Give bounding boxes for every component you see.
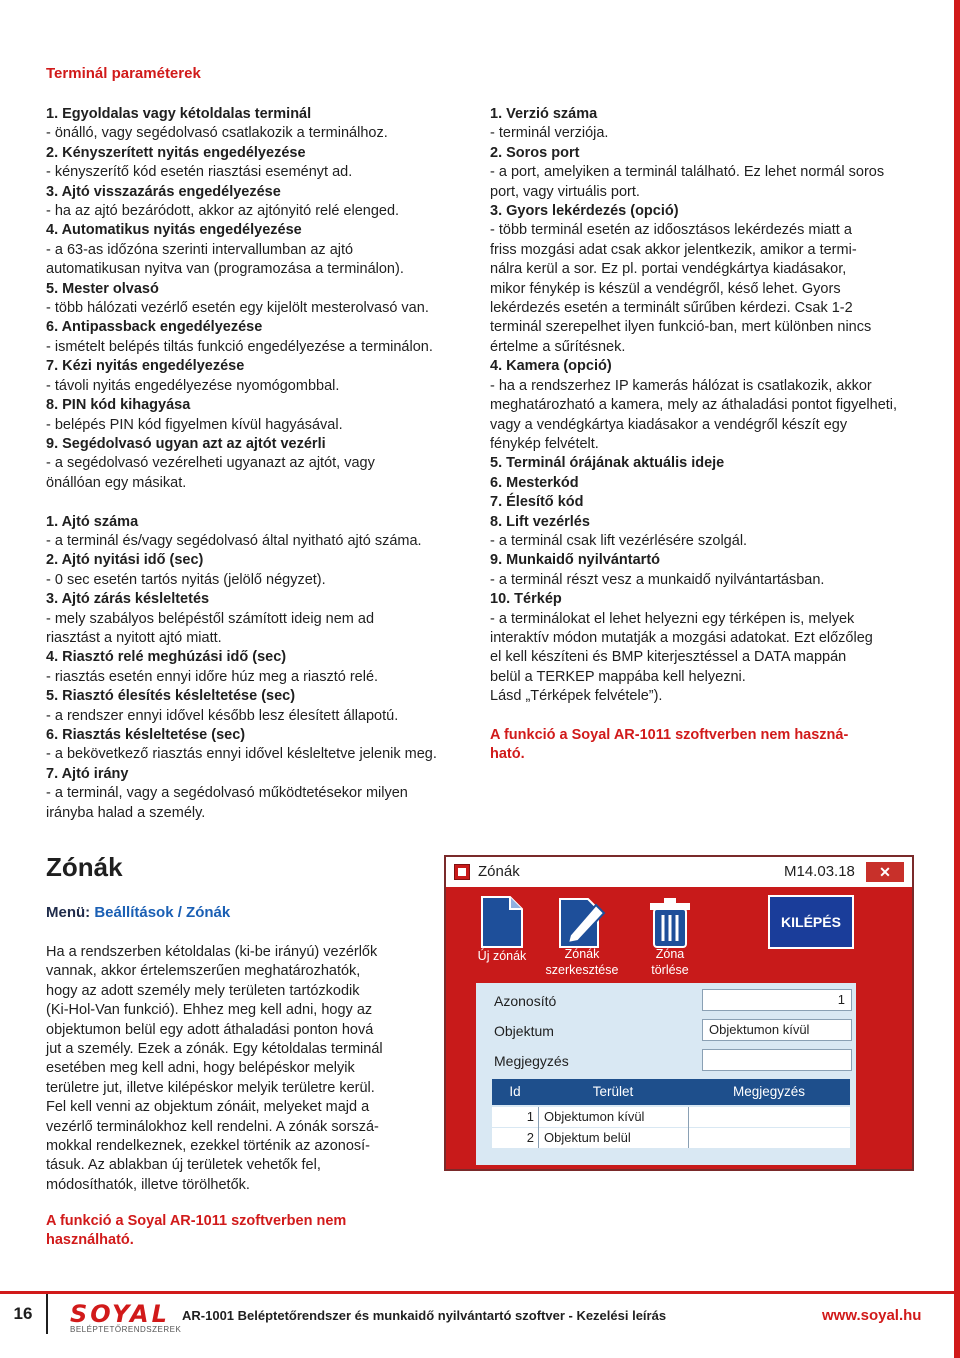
param-heading: 9. Segédolvasó ugyan azt az ajtót vezérli bbox=[46, 435, 326, 452]
zones-paragraph-line: Fel kell venni az objektum zónáit, melyeket majd a bbox=[46, 1099, 370, 1116]
param-desc: - a 63-as időzóna szerinti intervallumban az ajtó bbox=[46, 241, 354, 258]
param-desc: meghatározható a kamera, mely az áthaladási pontot figyelheti, bbox=[490, 397, 898, 414]
zones-paragraph-line: hogy az adott személy mely területen tartózkodik bbox=[46, 982, 360, 999]
note-label: Megjegyzés bbox=[494, 1053, 569, 1069]
param-desc: - mely szabályos belépéstől számított ideig nem ad bbox=[46, 610, 375, 627]
param-desc: terminál szerepelhet ilyen funkció-ban, mert különben nincs bbox=[490, 319, 872, 336]
col-id[interactable]: Id bbox=[509, 1084, 521, 1099]
section-title: Terminál paraméterek bbox=[46, 65, 201, 82]
param-heading: 6. Riasztás késleltetése (sec) bbox=[46, 726, 246, 743]
row-area: Objektum belül bbox=[544, 1130, 631, 1145]
param-heading: 7. Élesítő kód bbox=[490, 494, 584, 511]
app-icon bbox=[454, 864, 470, 880]
row-id: 1 bbox=[526, 1109, 534, 1124]
param-heading: 4. Riasztó relé meghúzási idő (sec) bbox=[46, 649, 287, 666]
col-note[interactable]: Megjegyzés bbox=[732, 1084, 806, 1099]
zones-note bbox=[46, 1212, 406, 1251]
param-desc: lekérdezés esetén a terminált sűrűben kérdezi. Csak 1-2 bbox=[490, 300, 853, 317]
footer-url[interactable]: www.soyal.hu bbox=[822, 1307, 922, 1324]
param-desc: - a terminál részt vesz a munkaidő nyilvántartásban. bbox=[490, 571, 825, 588]
zones-paragraph-line: (Ki-Hol-Van funkció). Ehhez meg kell adni, hogy az bbox=[46, 1002, 373, 1019]
param-heading: 6. Mesterkód bbox=[490, 474, 579, 491]
param-desc: riasztást a nyitott ajtó miatt. bbox=[46, 629, 222, 646]
window-titlebar bbox=[446, 857, 912, 887]
param-desc: Lásd „Térképek felvétele”). bbox=[490, 688, 663, 705]
grid-divider bbox=[688, 1107, 689, 1148]
param-heading: 9. Munkaidő nyilvántartó bbox=[490, 552, 660, 569]
zones-note-line: A funkció a Soyal AR-1011 szoftverben nem bbox=[46, 1213, 347, 1229]
param-desc: önállóan egy másikat. bbox=[46, 474, 187, 491]
param-desc: irányba halad a személy. bbox=[46, 804, 206, 821]
zones-window bbox=[444, 855, 914, 1171]
param-desc: - több terminál esetén az időosztásos lekérdezés miatt a bbox=[490, 222, 852, 239]
delete-zone-label-2: törlése bbox=[651, 963, 689, 977]
param-desc: - a terminál csak lift vezérlésére szolgál. bbox=[490, 532, 748, 549]
zones-paragraph-line: objektumon belül egy adott áthaladási ponton hová bbox=[46, 1021, 374, 1038]
param-desc: - 0 sec esetén tartós nyitás (jelölő négyzet). bbox=[46, 571, 326, 588]
zones-title: Zónák bbox=[46, 852, 123, 882]
zones-paragraph-line: mokkal rendelkeznek, ezekkel történik az azonosí- bbox=[46, 1138, 370, 1155]
param-desc: - távoli nyitás engedélyezése nyomógombbal. bbox=[46, 377, 340, 394]
param-desc: - önálló, vagy segédolvasó csatlakozik a terminálhoz. bbox=[46, 125, 388, 142]
footer-title: AR-1001 Beléptetőrendszer és munkaidő nyilvántartó szoftver - Kezelési leírás bbox=[182, 1308, 667, 1323]
param-desc: - a terminál és/vagy segédolvasó által nyitható ajtó száma. bbox=[46, 532, 422, 549]
param-desc: - a terminálokat el lehet helyezni egy térképen is, melyek bbox=[490, 610, 855, 627]
param-desc: - a terminál, vagy a segédolvasó működtetésekor milyen bbox=[46, 785, 408, 802]
param-heading: 7. Kézi nyitás engedélyezése bbox=[46, 358, 245, 375]
grid-divider bbox=[538, 1107, 539, 1148]
left-column bbox=[46, 105, 437, 823]
param-desc: - a bekövetkező riasztás ennyi idővel késleltetve jelenik meg. bbox=[46, 746, 437, 763]
param-heading: 1. Egyoldalas vagy kétoldalas terminál bbox=[46, 106, 312, 122]
param-desc: értelme a sűrítésnek. bbox=[490, 338, 626, 355]
param-desc: interaktív módon mutatják a mozgási adatokat. Ezt előzőleg bbox=[490, 629, 873, 646]
page-number: 16 bbox=[0, 1294, 48, 1334]
param-desc: - belépés PIN kód figyelmen kívül hagyásával. bbox=[46, 416, 343, 433]
param-heading: 2. Ajtó nyitási idő (sec) bbox=[46, 552, 204, 569]
zones-paragraph-line: módosíthatók, illetve törölhetők. bbox=[46, 1176, 250, 1193]
param-desc: - kényszerítő kód esetén riasztási eseményt ad. bbox=[46, 164, 353, 181]
param-desc: - ha az ajtó bezáródott, akkor az ajtónyitó relé elenged. bbox=[46, 203, 400, 220]
right-column bbox=[490, 105, 897, 765]
footer-line bbox=[0, 1291, 960, 1294]
window-version: M14.03.18 bbox=[784, 863, 855, 880]
param-desc: - ismételt belépés tiltás funkció engedélyezése a terminálon. bbox=[46, 338, 433, 355]
param-desc: - ha a rendszerhez IP kamerás hálózat is csatlakozik, akkor bbox=[490, 377, 872, 394]
edit-zone-button[interactable] bbox=[542, 891, 622, 983]
zones-body bbox=[46, 943, 426, 1195]
zones-paragraph-line: vannak, akkor értelemszerűen meghatározhatók, bbox=[46, 963, 361, 980]
param-heading: 4. Kamera (opció) bbox=[490, 358, 612, 375]
edit-zone-label-2: szerkesztése bbox=[545, 963, 619, 977]
note-text: A funkció a Soyal AR-1011 szoftverben nem haszná- bbox=[490, 726, 849, 743]
window-title: Zónák bbox=[478, 863, 520, 880]
param-heading: 3. Gyors lekérdezés (opció) bbox=[490, 203, 679, 220]
object-input[interactable]: Objektumon kívül bbox=[702, 1019, 852, 1041]
param-heading: 3. Ajtó visszazárás engedélyezése bbox=[46, 183, 281, 200]
edit-zone-label-1: Zónák bbox=[564, 947, 600, 961]
param-heading: 1. Verzió száma bbox=[490, 106, 598, 122]
id-input[interactable]: 1 bbox=[702, 989, 852, 1011]
zones-paragraph-line: vezérlő terminálokhoz kell rendelni. A zónák sorszá- bbox=[46, 1118, 379, 1135]
zones-menu bbox=[46, 904, 230, 921]
new-zone-button[interactable] bbox=[462, 891, 542, 983]
param-desc: - a segédolvasó vezérelheti ugyanazt az ajtót, vagy bbox=[46, 455, 375, 472]
zones-paragraph-line: Ha a rendszerben kétoldalas (ki-be irányú) vezérlők bbox=[46, 944, 378, 960]
param-heading: 8. Lift vezérlés bbox=[490, 513, 590, 530]
new-document-icon bbox=[476, 895, 528, 949]
delete-zone-label-1: Zóna bbox=[655, 947, 685, 961]
grid-header bbox=[492, 1079, 850, 1105]
param-desc: fénykép felvételt. bbox=[490, 435, 599, 452]
id-label: Azonosító bbox=[494, 993, 557, 1009]
param-heading: 1. Ajtó száma bbox=[46, 513, 139, 530]
param-heading: 5. Riasztó élesítés késleltetése (sec) bbox=[46, 688, 296, 705]
new-zone-label: Új zónák bbox=[477, 949, 527, 963]
param-desc: friss mozgási adat csak akkor jelentkezik, amikor a termi- bbox=[490, 241, 857, 258]
zones-note-line: használható. bbox=[46, 1232, 134, 1249]
param-heading: 10. Térkép bbox=[490, 591, 562, 608]
param-heading: 6. Antipassback engedélyezése bbox=[46, 319, 263, 336]
param-desc: mikor fénykép is készül a vendégről, késő lehet. Gyors bbox=[490, 280, 841, 297]
table-row[interactable] bbox=[492, 1107, 850, 1127]
param-heading: 2. Kényszerített nyitás engedélyezése bbox=[46, 144, 306, 161]
menu-label: Menü: bbox=[46, 904, 91, 921]
param-desc: - terminál verziója. bbox=[490, 125, 609, 142]
object-label: Objektum bbox=[494, 1023, 554, 1039]
param-desc: - több hálózati vezérlő esetén egy kijelölt mesterolvasó van. bbox=[46, 300, 429, 317]
param-desc: port, vagy virtuális port. bbox=[490, 183, 640, 200]
note-text: ható. bbox=[490, 746, 525, 763]
row-area: Objektumon kívül bbox=[544, 1109, 645, 1124]
menu-path: Beállítások / Zónák bbox=[94, 904, 231, 921]
param-desc: automatikusan nyitva van (programozása a terminálon). bbox=[46, 261, 404, 278]
param-heading: 5. Mester olvasó bbox=[46, 280, 159, 297]
param-desc: el kell készíteni és BMP kiterjesztéssel a DATA mappán bbox=[490, 649, 847, 666]
param-heading: 5. Terminál órájának aktuális ideje bbox=[490, 455, 725, 472]
exit-button[interactable]: KILÉPÉS bbox=[768, 895, 854, 949]
param-heading: 2. Soros port bbox=[490, 144, 580, 161]
param-heading: 7. Ajtó irány bbox=[46, 765, 129, 782]
trash-icon bbox=[644, 895, 696, 949]
right-accent-bar bbox=[954, 0, 960, 1358]
param-heading: 3. Ajtó zárás késleltetés bbox=[46, 591, 210, 608]
param-desc: - a port, amelyiken a terminál található. Ez lehet normál soros bbox=[490, 164, 885, 181]
zones-paragraph-line: területre jut, illetve kilépéskor melyik területre kerül. bbox=[46, 1079, 375, 1096]
param-heading: 8. PIN kód kihagyása bbox=[46, 397, 191, 414]
zones-paragraph-line: esetében meg kell adni, hogy belépéskor melyik bbox=[46, 1060, 355, 1077]
row-id: 2 bbox=[526, 1130, 534, 1145]
edit-document-icon bbox=[556, 895, 608, 949]
param-desc: nálra kerül a sor. Ez pl. portai vendégkártya kiadásakor, bbox=[490, 261, 847, 278]
param-desc: vagy a vendégkártya kiadásakor a vendégről készít egy bbox=[490, 416, 848, 433]
delete-zone-button[interactable] bbox=[630, 891, 710, 983]
spacer bbox=[490, 707, 897, 726]
logo-subtitle: BELÉPTETŐRENDSZEREK bbox=[70, 1325, 182, 1334]
param-heading: 4. Automatikus nyitás engedélyezése bbox=[46, 222, 302, 239]
param-desc: - riasztás esetén ennyi időre húz meg a riasztó relé. bbox=[46, 668, 379, 685]
spacer bbox=[46, 493, 437, 512]
zones-paragraph-line: jut a személy. Ezek a zónák. Egy kétoldalas terminál bbox=[46, 1041, 383, 1058]
note-input[interactable] bbox=[702, 1049, 852, 1071]
close-button[interactable]: ✕ bbox=[866, 862, 904, 882]
param-desc: belül a TERKEP mappába kell helyezni. bbox=[490, 668, 746, 685]
table-row[interactable] bbox=[492, 1128, 850, 1148]
col-area[interactable]: Terület bbox=[592, 1084, 634, 1099]
soyal-logo: SOYAL bbox=[70, 1300, 170, 1328]
zones-paragraph-line: tásuk. Az ablakban új területek vehetők fel, bbox=[46, 1157, 321, 1174]
param-desc: - a rendszer ennyi idővel később lesz élesített állapotú. bbox=[46, 707, 399, 724]
